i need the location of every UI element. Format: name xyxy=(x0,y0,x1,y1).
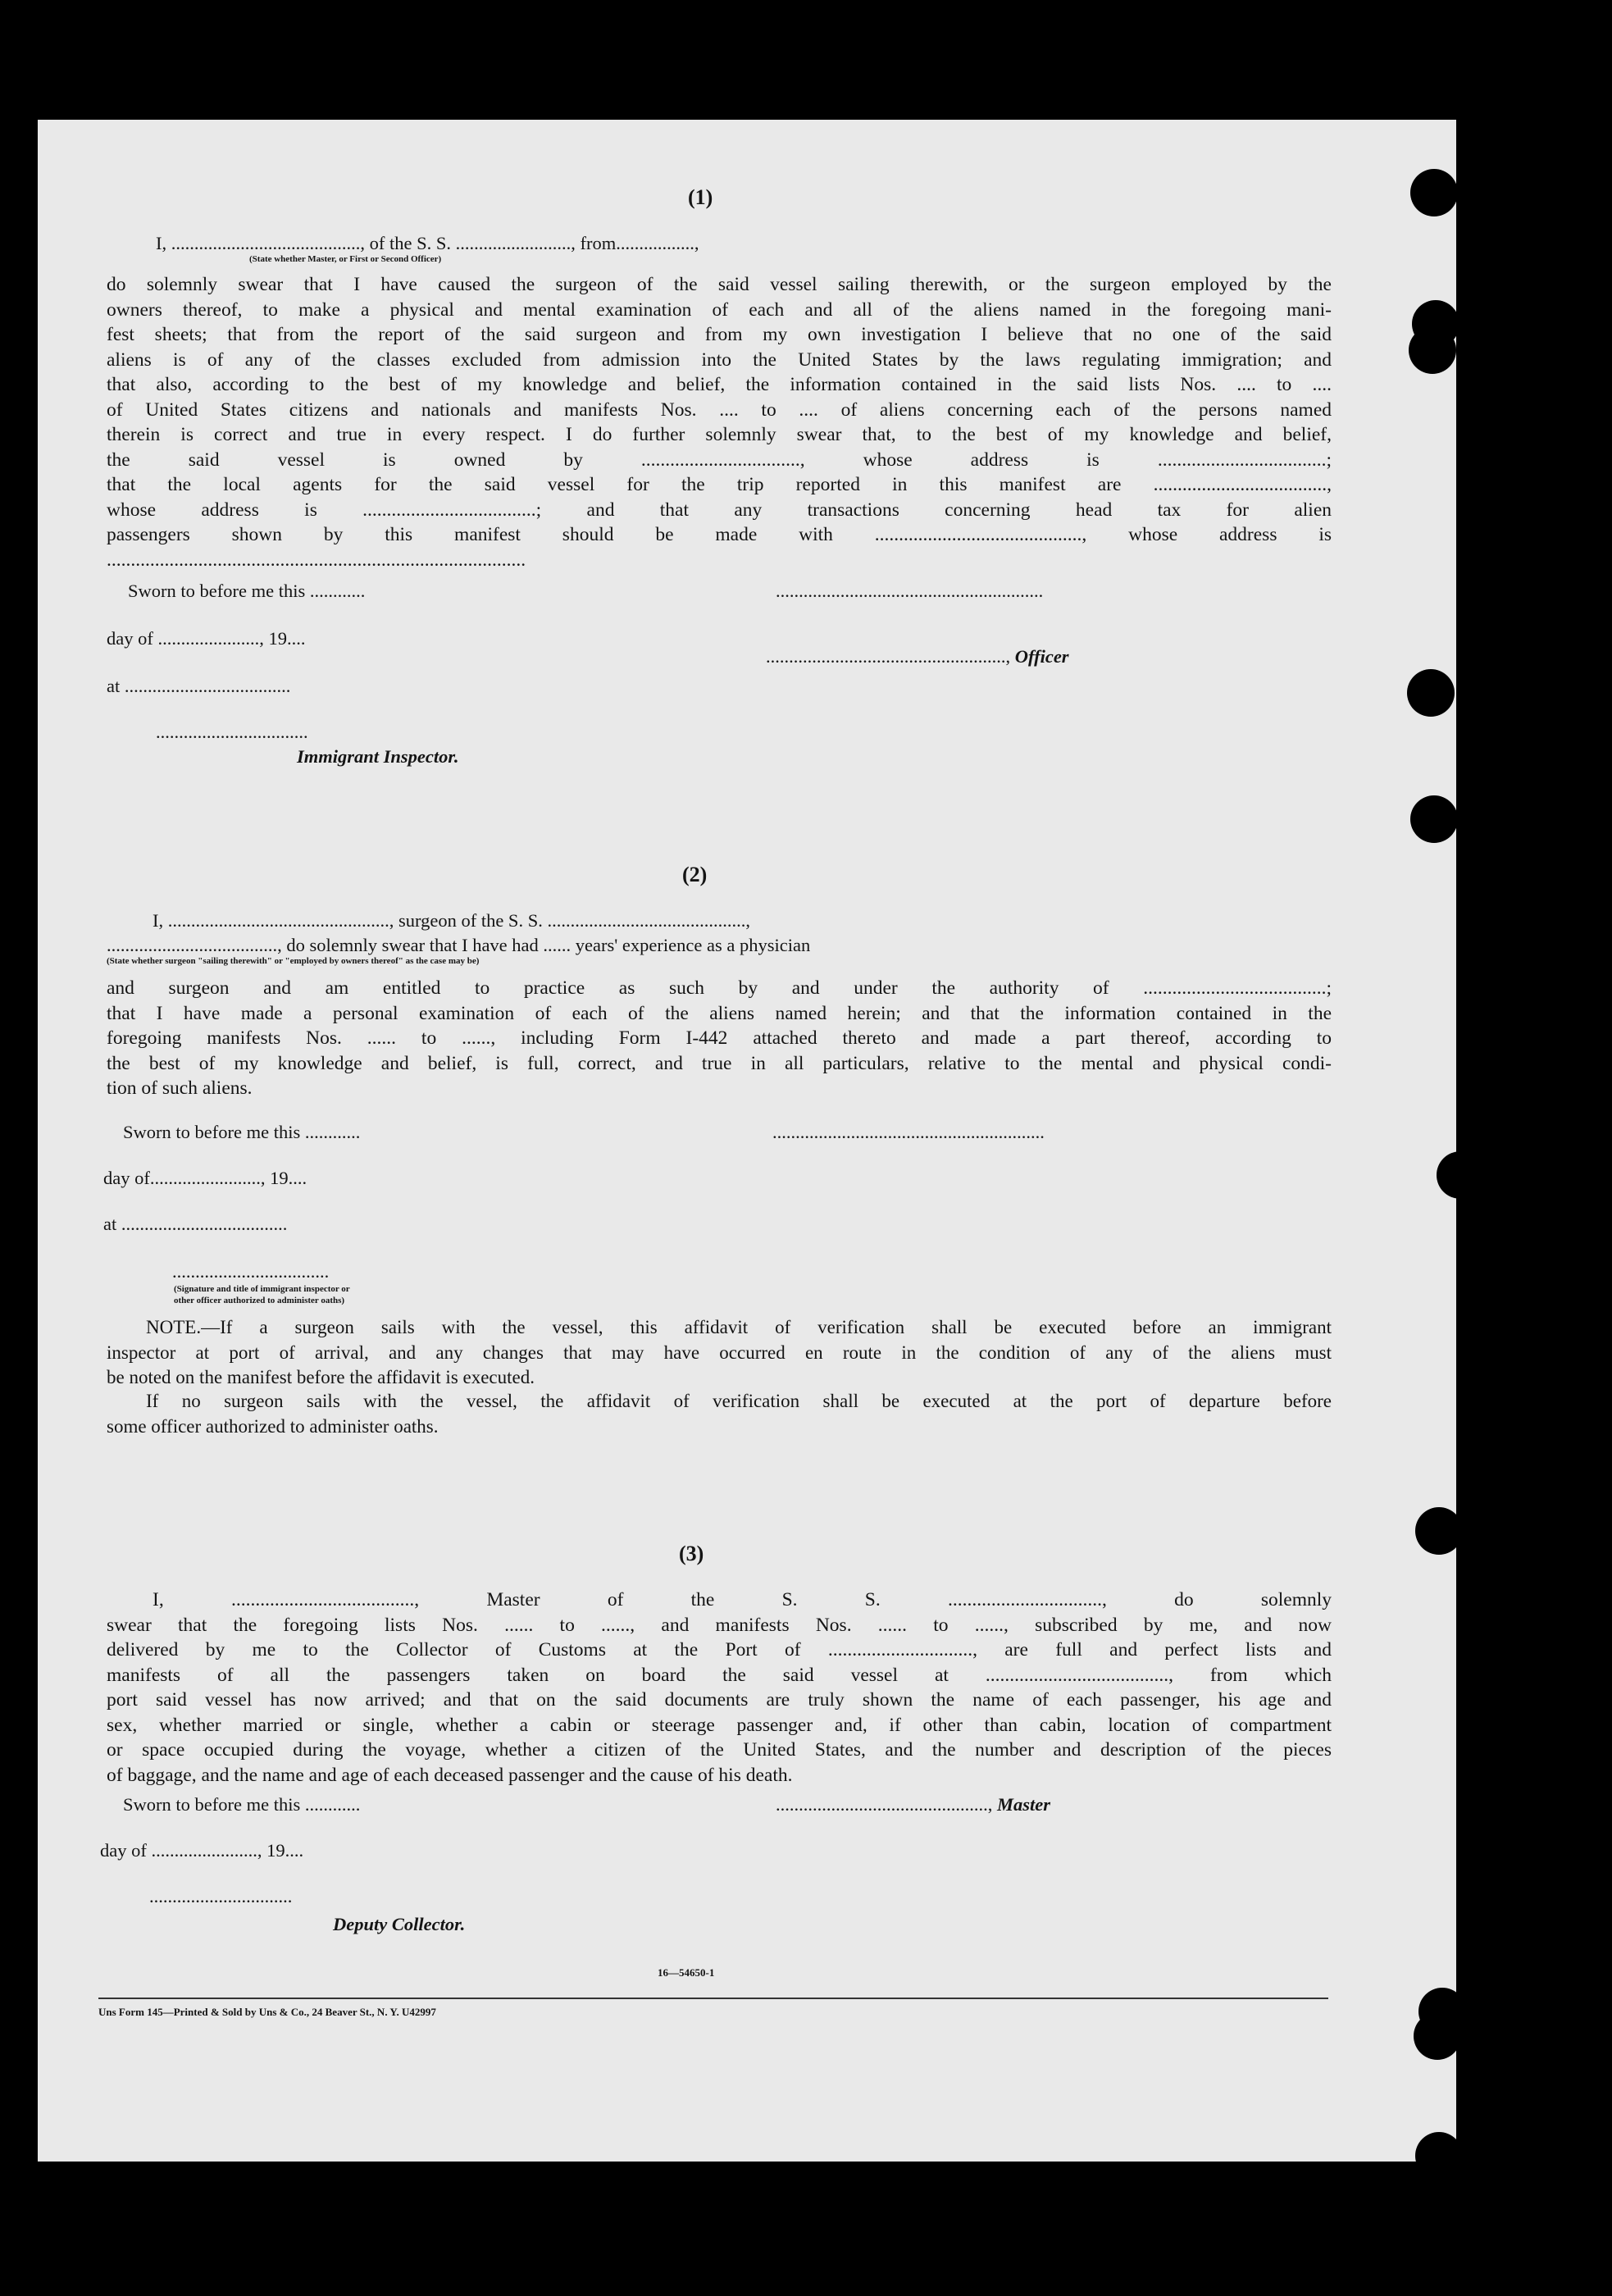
form-code: 16—54650-1 xyxy=(658,1966,715,1979)
section-1-oath-paragraph: do solemnly swear that I have caused the surgeon of the said vessel sailing therewith, or the surgeon employed by the owners thereof, to make a physical and mental examination of each and all of the aliens named in the foregoing mani- fest sheets; that from the report of the said surgeon and from my own investigation I believe that no one of the said aliens is of any of the classes excluded from admission into the United States by the laws regulating immigration; and that also, according to the best of my knowledge and belief, the information contained in the said lists Nos. .... to .... of United States citizens and nationals and manifests Nos. .... to .... of aliens concerning each of the persons named therein is correct and true in every respect. I do further solemnly swear that, to the best of my knowledge and belief, the said vessel is owned by ................................., whose address is ...................................; that the local agents for the said vessel for the trip reported in this manifest are ...................................., whose address is ....................................; and that any transactions concerning head tax for alien passengers shown by this manifest should be made with ..........................................., whose address is ....................................................................................... xyxy=(107,274,1332,571)
section-2-surgeon-signature-line: ........................................................... xyxy=(772,1122,1045,1142)
section-3-sworn-line: Sworn to before me this ............ xyxy=(123,1794,361,1815)
binder-hole xyxy=(1437,1151,1484,1199)
section-2-surgeon-note: (State whether surgeon "sailing therewith" or "employed by owners thereof" as the case may be) xyxy=(107,956,480,966)
section-2-heading: (2) xyxy=(682,863,708,886)
section-2-inspector-note-1: (Signature and title of immigrant inspector or xyxy=(174,1284,350,1294)
binder-hole xyxy=(1414,2012,1461,2060)
binder-hole xyxy=(1415,2132,1463,2180)
section-3-oath-paragraph: I, ......................................, Master of the S. S. ................................, do solemnly swear that the foregoing lists Nos. ...... to ......, and manifests Nos. ...... to ......, subscribed by me, and now delivered by me to the Collector of Customs at the Port of .............................., are full and perfect lists and manifests of all the passengers taken on board the said vessel at ......................................, from which port said vessel has now arrived; and that on the said documents are truly shown the name of each passenger, his age and sex, whether married or single, whether a cabin or steerage passenger and, if other than cabin, location of compartment or space occupied during the voyage, whether a citizen of the United States, and the number and description of the pieces of baggage, and the name and age of each deceased passenger and the cause of his death. xyxy=(107,1589,1332,1786)
section-2-day-line: day of........................, 19.... xyxy=(103,1168,307,1188)
section-1-officer-line: ...................................................., Officer xyxy=(766,646,1069,667)
deputy-collector-label: Deputy Collector. xyxy=(333,1914,466,1934)
section-1-master-line: I, ........................................., of the S. S. ........................., from................., xyxy=(156,233,699,253)
binder-hole xyxy=(1410,169,1458,216)
section-2-no-surgeon-paragraph: If no surgeon sails with the vessel, the affidavit of verification shall be executed at the port of departure before some officer authorized to administer oaths. xyxy=(107,1391,1332,1437)
section-3-collector-signature-line: ............................... xyxy=(149,1886,293,1906)
section-1-heading: (1) xyxy=(688,185,713,209)
section-2-sworn-line: Sworn to before me this ............ xyxy=(123,1122,361,1142)
section-3-day-line: day of ......................., 19.... xyxy=(100,1840,304,1861)
section-2-surgeon-line: I, ................................................, surgeon of the S. S. ..........................................., xyxy=(153,910,750,931)
binder-hole xyxy=(1407,669,1455,717)
section-1-officer-signature-line-top: .......................................................... xyxy=(776,581,1044,601)
section-1-inspector-signature-line: ................................. xyxy=(156,722,308,742)
section-2-oath-paragraph: and surgeon and am entitled to practice as such by and under the authority of ......................................; that I have made a personal examination of each of the aliens named herein; and that the information contained in the foregoing manifests Nos. ...... to ......, including Form I-442 attached thereto and made a part thereof, according to the best of my knowledge and belief, is full, correct, and true in all particulars, relative to the mental and physical condi- tion of such aliens. xyxy=(107,977,1332,1099)
printer-imprint: Uns Form 145—Printed & Sold by Uns & Co., 24 Beaver St., N. Y. U42997 xyxy=(98,2006,436,2018)
master-label: Master xyxy=(997,1794,1051,1815)
section-1-sworn-line: Sworn to before me this ............ xyxy=(128,581,366,601)
binder-hole xyxy=(1415,1507,1463,1555)
section-3-heading: (3) xyxy=(679,1542,704,1565)
document-page xyxy=(38,120,1456,2162)
section-2-inspector-note-2: other officer authorized to administer oaths) xyxy=(174,1296,345,1305)
section-2-note-paragraph: NOTE.—If a surgeon sails with the vessel, this affidavit of verification shall be executed before an immigrant inspector at port of arrival, and any changes that may have occurred en route in the condition of any of the aliens must be noted on the manifest before the affidavit is executed. xyxy=(107,1317,1332,1387)
binder-hole xyxy=(1410,795,1458,843)
section-3-master-line: .............................................., Master xyxy=(776,1794,1051,1815)
section-2-experience-line: ....................................., do solemnly swear that I have had ...... years' experience as a physician xyxy=(107,935,811,955)
immigrant-inspector-label: Immigrant Inspector. xyxy=(297,746,459,767)
section-1-at-line: at .................................... xyxy=(107,676,291,696)
binder-hole xyxy=(1409,326,1456,374)
section-1-day-line: day of ......................, 19.... xyxy=(107,628,306,649)
footer-rule xyxy=(98,1998,1328,1999)
officer-label: Officer xyxy=(1014,646,1069,667)
section-2-inspector-signature-line: .................................. xyxy=(172,1261,330,1282)
section-2-at-line: at .................................... xyxy=(103,1214,288,1234)
section-1-master-note: (State whether Master, or First or Second Officer) xyxy=(249,254,442,264)
